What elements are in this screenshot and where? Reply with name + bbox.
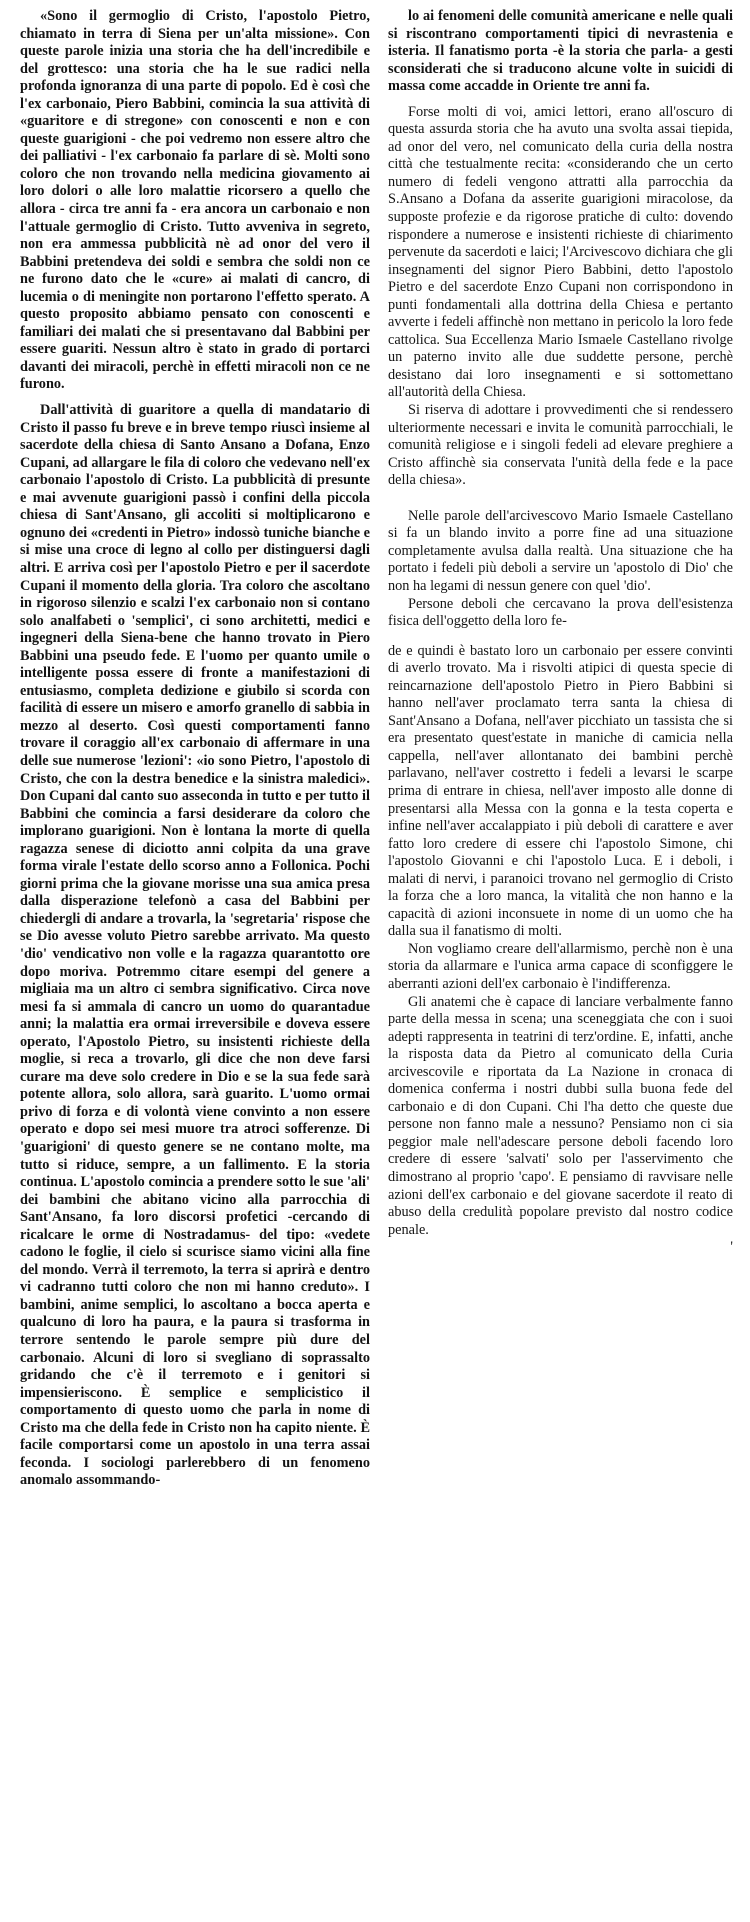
article-column-left — [20, 8, 370, 1490]
article-column-right — [388, 8, 733, 1257]
article-paragraph: Dall'attività di guaritore a quella di mandatario di Cristo il passo fu breve e in breve tempo riuscì insieme al sacerdote della chiesa di Santo Ansano a Dofana, Enzo Cupani, ad allargare le fila di coloro che vedevano nell'ex carbonaio l'apostolo di Cristo. La pubblicità di presunte e mai avvenute guarigioni passò i confini della piccola chiesa di Sant'Ansano, gli accoliti si moltiplicarono e ognuno dei «credenti in Pietro» indossò tuniche bianche e si mise una croce di legno al collo per distinguersi dagli altri. E arriva così per l'apostolo Pietro e per il sacerdote Cupani il momento della gloria. Tra coloro che ascoltano in rigoroso silenzio e scalzi l'ex carbonaio non si contano solo analfabeti o 'semplici', ci sono architetti, medici e ingegneri della Siena-bene che hanno trovato in Piero Babbini una pseudo fede. E l'uomo per quanto umile o intelligente possa essere di fronte a manifestazioni di entusiasmo, completa dedizione e giubilo si scorda con facilità di essere un misero e amorfo granello di sabbia in mezzo al deserto. Così questi comportamenti fanno trovare il coraggio all'ex carbonaio di affermare in una delle sue numerose 'lezioni': «io sono Pietro, l'apostolo di Cristo, che con la destra benedice e la sinistra maledici». Don Cupani dal canto suo asseconda in tutto e per tutto il Babbini che comincia a farsi desiderare da coloro che implorano guarigioni. Non è lontana la morte di quella ragazza senese di diciotto anni colpita da una grave forma virale l'estate dello scorso anno a Follonica. Pochi giorni prima che la giovane morisse una sua amica presa dalla disperazione telefonò a casa del Babbini per chiedergli di andare a trovarla, la 'segretaria' rispose che se Dio avesse voluto Pietro sarebbe arrivato. Ma questo 'dio' vendicativo non volle e la ragazza quarantotto ore dopo moriva. Potremmo citare esempi del genere a migliaia ma un altro ci sembra significativo. Circa nove mesi fa si ammala di cancro un uomo do quarantadue anni; la malattia era ormai irreversibile e doveva essere operato, l'Apostolo Pietro, su insistenti richieste della moglie, si reca a trovarlo, gli dice che non deve farsi curare ma deve solo credere in Dio e se la sua fede sarà potente allora, solo allora, sarà guarito. L'uomo ormai privo di forza e di volontà viene convinto a non essere operato e dopo sei mesi muore tra atroci sofferenze. Di 'guarigioni' di questo genere se ne contano molte, ma tutto si riduce, sempre, a un fallimento. E la storia continua. L'apostolo comincia a prendere sotto le sue 'ali' dei bambini che abitano vicino alla parrocchia di Sant'Ansano, fa loro discorsi profetici -cercando di ricalcare le orme di Nostradamus- del tipo: «vedete cadono le foglie, il cielo si scurisce siamo vicini alla fine del mondo. Verrà il terremoto, la terra si aprirà e dentro vi cadranno tutti coloro che non mi hanno creduto». I bambini, anime semplici, lo ascoltano a bocca aperta e qualcuno di loro ha paura, e la paura si trasforma in terrore sentendo le parole sempre più dure del carbonaio. Alcuni di loro si svegliano di soprassalto gridando che c'è il terremoto e i genitori si impensieriscono. È semplice e semplicistico il comportamento di questo uomo che parla in nome di Cristo ma che della fede in Cristo non ha capito niente. È facile comportarsi come un apostolo in una terra assai feconda. I sociologi parlerebbero di un fenomeno anomalo assommando- — [20, 402, 370, 1489]
article-paragraph: Gli anatemi che è capace di lanciare verbalmente fanno parte della messa in scena; una sceneggiata che con i suoi adepti rappresenta in teatrini di terz'ordine. E, infatti, anche la risposta data da Pietro al comunicato della Curia arcivescovile e riportata da La Nazione in cronaca di domenica conferma i nostri dubbi sulla buona fede del carbonaio e di don Cupani. Chi l'ha detto che queste due persone non fanno male a nessuno? Pensiamo non ci sia peggior male nell'adescare persone deboli facendo loro credere di essere 'salvati' solo per l'asservimento che dimostrano al proprio 'capo'. E pensiamo di ravvisare nelle azioni dell'ex carbonaio e del giovane sacerdote il reato di abuso della credulità popolare previsto dal nostro codice penale. — [388, 993, 733, 1238]
article-paragraph: de e quindi è bastato loro un carbonaio per essere convinti di averlo trovato. Ma i risvolti atipici di questa specie di reincarnazione dell'apostolo Pietro in Piero Babbini si hanno nell'aver proclamato terra santa la chiesa di Sant'Ansano a Dofana, nell'aver picchiato un tassista che si era presentato quest'estate in maniche di camicia nella cappella, nell'aver allontanato dei bambini perchè parlavano, nell'aver costretto i fedeli a levarsi le scarpe prima di entrare in chiesa, nell'aver imposto alle donne di presentarsi alla Messa con la gonna e la testa coperta e infine nell'aver accalappiato i più deboli di carattere e aver fatto loro credere di essere chi l'apostolo Simone, chi l'apostolo Giovanni e chi l'apostolo Luca. E i deboli, i malati di nervi, i paranoici trovano nel germoglio di Cristo la forza che a loro manca, la vitalità che non hanno e la capacità di azioni inconsuete in nome di un uomo che ha dalla sua il fanatismo di molti. — [388, 642, 733, 940]
closing-mark: ' — [730, 1239, 733, 1256]
article-paragraph: Non vogliamo creare dell'allarmismo, perchè non è una storia da allarmare e l'unica arma capace di sconfiggere le aberranti azioni dell'ex carbonaio è l'indifferenza. — [388, 940, 733, 992]
article-paragraph: Nelle parole dell'arcivescovo Mario Ismaele Castellano si fa un blando invito a porre fine ad una situazione completamente avulsa dalla realtà. Una situazione che ha portato i fedeli più deboli a servire un 'apostolo di Dio' che non ha legami di nessun genere con quel 'dio'. — [388, 507, 733, 594]
article-paragraph: lo ai fenomeni delle comunità americane e nelle quali si riscontrano comportamenti tipici di nevrastenia e isteria. Il fanatismo porta -è la storia che parla- a gesti sconsiderati che si traducono alcune volte in suicidi di massa come accadde in Oriente tre anni fa. — [388, 8, 733, 95]
article-paragraph: Persone deboli che cercavano la prova dell'esistenza fisica dell'oggetto della loro fe- — [388, 595, 733, 630]
article-paragraph: «Sono il germoglio di Cristo, l'apostolo Pietro, chiamato in terra di Siena per un'alta missione». Con queste parole inizia una storia che ha dell'incredibile e del grottesco: una storia che ha le sue radici nella profonda ignoranza di una parte di popolo. Ed è così che l'ex carbonaio, Piero Babbini, comincia la sua attività di «guaritore e di stregone» con conoscenti e non e con queste guarigioni - che poi vedremo non essere altro che dei palliativi - l'ex carbonaio fa parlare di sè. Molti sono coloro che non trovando nella medicina giovamento ai loro dolori o alle loro malattie ricorsero a quello che allora - circa tre anni fa - era ancora un carbonaio e non l'attuale germoglio di Cristo. Tutto avveniva in segreto, non era ammessa pubblicità nè ad onor del vero il Babbini pretendeva dei soldi e sembra che soldi non ce ne furono dato che le «cure» ai malati di cancro, di lucemia o di meningite non portarono l'effetto sperato. A questo proposito abbiamo pensato con conoscenti e familiari dei malati che si presentavano dal Babbini per essere guariti. Nessun altro è stato in grado di portarci davanti dei miracoli, perchè in effetti miracoli non ce ne furono. — [20, 8, 370, 393]
article-paragraph: Si riserva di adottare i provvedimenti che si rendessero ulteriormente necessari e invita le comunità parrocchiali, le comunità religiose e i singoli fedeli ad elevare preghiere a Cristo affinchè sia conservata l'unità della fede e la pace della chiesa». — [388, 402, 733, 489]
article-paragraph: Forse molti di voi, amici lettori, erano all'oscuro di questa assurda storia che ha avuto una svolta assai tiepida, ad onor del vero, nel comunicato della curia della nostra città che testualmente recita: «considerando che un certo numero di fedeli vengono attratti alla parrocchia da S.Ansano a Dofana da asserite guarigioni miracolose, da supposte profezie e da rigorose pratiche di culto: dovendo rispondere a numerose e insistenti richieste di chiarimento pervenute da sacerdoti e laici; l'Arcivescovo dichiara che gli insegnamenti del signor Piero Babbini, detto l'apostolo Pietro e del sacerdote Enzo Cupani non corrispondono in punti fondamentali alla dottrina della Chiesa e pertanto avverte i fedeli affinchè non mettano in pericolo la loro fede cattolica. Sua Eccellenza Mario Ismaele Castellano rivolge un paterno invito alle due suddette persone, perchè desistano dai loro insegnamenti e si sottomettano all'autorità della Chiesa. — [388, 103, 733, 401]
